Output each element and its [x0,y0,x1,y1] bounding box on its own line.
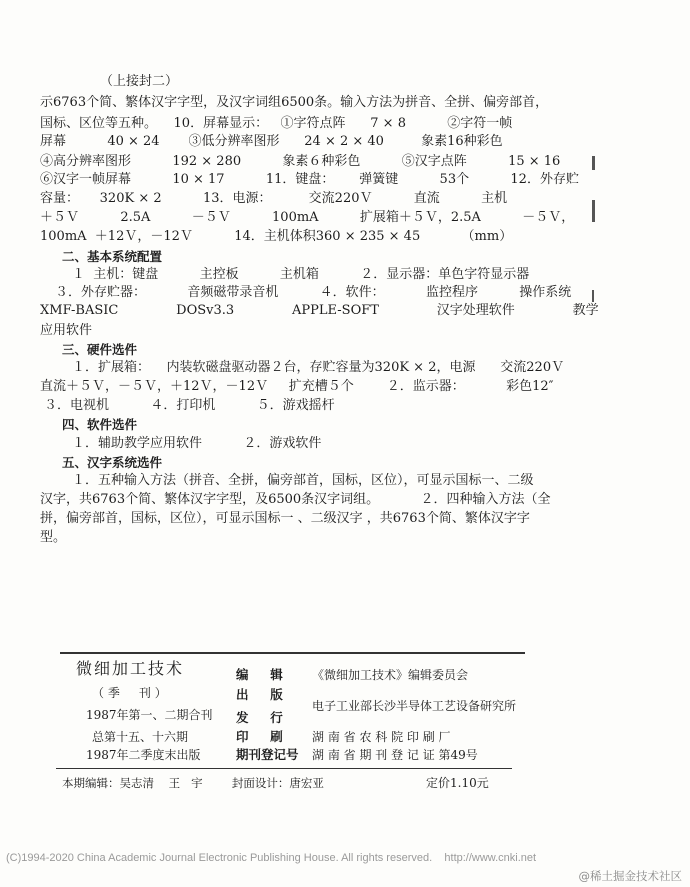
section-heading: 二、基本系统配置 [62,249,163,264]
total-issue: 总第十五、十六期 [92,730,189,744]
colophon-bottom-rule [56,768,512,769]
text-line: 应用软件 [40,323,93,338]
publisher-value: 电子工业部长沙半导体工艺设备研究所 [312,699,517,713]
text-line: ⑥汉字一帧屏幕 10 × 17 11．键盘： 弹簧键 53个 12．外存贮 [40,172,579,187]
editor-label: 编 辑 [236,667,283,682]
registration-label: 期刊登记号 [236,747,299,762]
text-line: 型。 [40,530,67,545]
printer-value: 湖 南 省 农 科 院 印 刷 厂 [312,730,451,744]
section-heading: 四、软件选件 [62,417,138,432]
price: 定价1.10元 [426,776,489,790]
text-line: １ 主机：键盘 主控板 主机箱 ２．显示器：单色字符显示器 [72,267,530,282]
issue-info: 1987年第一、二期合刊 [86,708,213,722]
text-line: 直流＋５Ｖ，－５Ｖ，＋12Ｖ，－12Ｖ 扩充槽５个 ２．监示器： 彩色12″ [40,379,554,394]
colophon-top-rule [60,652,525,654]
text-line: 屏幕 40 × 24 ③低分辨率图形 24 × 2 × 40 象素16种彩色 [40,134,503,149]
magazine-title: 微细加工技术 [76,659,185,678]
scan-mark [592,156,595,170]
publisher-label: 出 版 [236,687,283,702]
text-line: 容量： 320K × 2 13．电源： 交流220Ｖ 直流 主机 [40,191,508,206]
text-line: 示6763个简、繁体汉字字型，及汉字词组6500条。输入方法为拼音、全拼、偏旁部首， [40,95,549,110]
registration-value: 湖 南 省 期 刊 登 记 证 第49号 [312,748,478,762]
text-line: 汉字，共6763个简、繁体汉字字型，及6500条汉字词组。 ２．四种输入方法（全 [40,492,551,507]
section-heading: 五、汉字系统选件 [62,455,163,470]
distributor-label: 发 行 [236,710,283,725]
text-line: 拼，偏旁部首，国标，区位），可显示国标一 、二级汉字 ，共6763个简、繁体汉字字 [40,511,530,526]
text-line: １．五种输入方法（拼音、全拼，偏旁部首，国标，区位），可显示国标一、二级 [72,473,534,488]
text-line: １．扩展箱： 内装软磁盘驱动器２台，存贮容量为320K × 2，电源 交流220Ｖ [72,360,565,375]
scan-mark [592,290,594,302]
text-line: XMF-BASIC DOSv3.3 APPLE-SOFT 汉字处理软件 教学 [40,303,599,318]
scan-mark [592,200,595,222]
editors-line: 本期编辑：吴志清 王 宇 封面设计：唐宏亚 [62,776,324,790]
copyright-footer: (C)1994-2020 China Academic Journal Electronic Publishing House. All rights reserved. http://www.cnki.net [6,852,537,864]
text-line: ３．外存贮器： 音频磁带录音机 ４．软件： 监控程序 操作系统 [55,285,572,300]
text-line: 100mA ＋12Ｖ，－12Ｖ 14．主机体积360 × 235 × 45 （mm） [40,229,513,244]
text-line: ＋５Ｖ 2.5A －５Ｖ 100mA 扩展箱＋５Ｖ，2.5A －５Ｖ， [40,210,575,225]
editor-value: 《微细加工技术》编辑委员会 [312,668,469,682]
text-line: １．辅助教学应用软件 ２．游戏软件 [72,436,322,451]
watermark: @稀土掘金技术社区 [578,869,682,883]
publish-date: 1987年二季度末出版 [86,748,201,762]
frequency: （ 季 刊 ） [92,686,167,700]
text-line: 国标、区位等五种。 10．屏幕显示： ①字符点阵 7 × 8 ②字符一帧 [40,116,513,131]
section-heading: 三、硬件选件 [62,342,138,357]
printer-label: 印 刷 [236,729,283,744]
text-line: ３．电视机 ４．打印机 ５．游戏摇杆 [44,398,335,413]
text-line: ④高分辨率图形 192 × 280 象素６种彩色 ⑤汉字点阵 15 × 16 [40,154,561,169]
continued-note: （上接封二） [100,74,179,89]
